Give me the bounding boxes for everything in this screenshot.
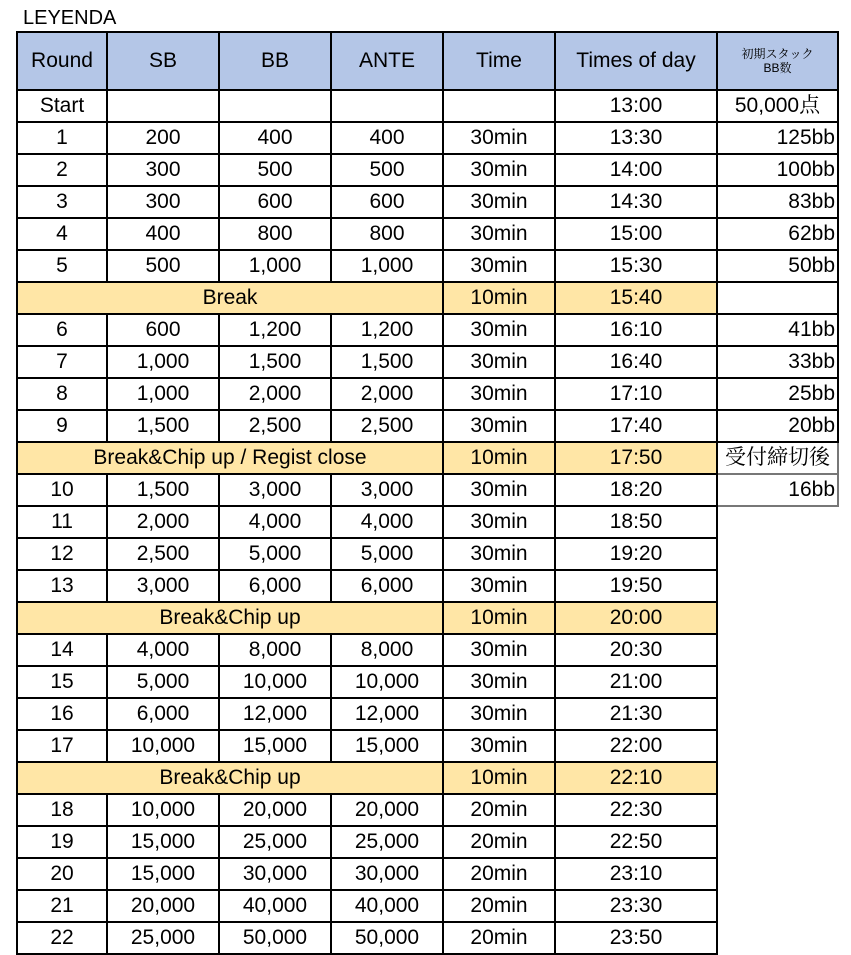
level-row <box>17 122 838 154</box>
header-initial-stack <box>717 32 838 90</box>
sb-cell: 400 <box>107 218 219 250</box>
empty-cell <box>717 666 838 698</box>
bb-cell: 50,000 <box>219 922 331 954</box>
time-of-day-cell: 21:00 <box>555 666 717 698</box>
level-row <box>17 474 838 506</box>
level-row <box>17 858 838 890</box>
sb-cell: 10,000 <box>107 730 219 762</box>
level-row <box>17 538 838 570</box>
time-of-day-cell: 14:30 <box>555 186 717 218</box>
sb-cell: 15,000 <box>107 858 219 890</box>
level-row <box>17 826 838 858</box>
bb-cell <box>219 90 331 122</box>
time-of-day-cell: 20:30 <box>555 634 717 666</box>
sb-cell: 4,000 <box>107 634 219 666</box>
time-of-day-cell: 19:20 <box>555 538 717 570</box>
ante-cell: 400 <box>331 122 443 154</box>
sb-cell: 600 <box>107 314 219 346</box>
time-cell: 30min <box>443 122 555 154</box>
bb-cell: 1,200 <box>219 314 331 346</box>
time-of-day-cell: 23:10 <box>555 858 717 890</box>
bb-cell: 10,000 <box>219 666 331 698</box>
time-of-day-cell: 22:00 <box>555 730 717 762</box>
ante-cell: 6,000 <box>331 570 443 602</box>
level-row <box>17 890 838 922</box>
break-label: Break&Chip up <box>17 602 443 634</box>
sb-cell: 15,000 <box>107 826 219 858</box>
round-cell: 2 <box>17 154 107 186</box>
time-cell: 10min <box>443 282 555 314</box>
empty-cell <box>717 538 838 570</box>
time-of-day-cell: 17:50 <box>555 442 717 474</box>
time-cell: 30min <box>443 506 555 538</box>
time-cell: 20min <box>443 858 555 890</box>
sheet-title: LEYENDA <box>23 7 117 29</box>
break-label: Break <box>17 282 443 314</box>
level-row <box>17 730 838 762</box>
time-cell: 30min <box>443 186 555 218</box>
sb-cell: 20,000 <box>107 890 219 922</box>
empty-cell <box>717 890 838 922</box>
bb-cell: 25,000 <box>219 826 331 858</box>
time-cell: 30min <box>443 314 555 346</box>
round-cell: 8 <box>17 378 107 410</box>
round-cell: 4 <box>17 218 107 250</box>
break-label: Break&Chip up / Regist close <box>17 442 443 474</box>
empty-cell <box>717 602 838 634</box>
level-row <box>17 154 838 186</box>
level-row <box>17 666 838 698</box>
time-cell: 30min <box>443 570 555 602</box>
time-cell: 10min <box>443 602 555 634</box>
header-row <box>17 32 838 90</box>
header-sb: SB <box>107 32 219 90</box>
initial-stack-cell: 83bb <box>717 186 838 218</box>
time-cell: 30min <box>443 538 555 570</box>
bb-cell: 15,000 <box>219 730 331 762</box>
time-of-day-cell: 17:40 <box>555 410 717 442</box>
ante-cell: 40,000 <box>331 890 443 922</box>
break-row <box>17 602 838 634</box>
empty-cell <box>717 634 838 666</box>
time-of-day-cell: 15:30 <box>555 250 717 282</box>
ante-cell: 10,000 <box>331 666 443 698</box>
ante-cell: 2,000 <box>331 378 443 410</box>
round-cell: 13 <box>17 570 107 602</box>
header-times-of-day: Times of day <box>555 32 717 90</box>
bb-cell: 600 <box>219 186 331 218</box>
bb-cell: 1,500 <box>219 346 331 378</box>
round-cell: 20 <box>17 858 107 890</box>
empty-cell <box>717 922 838 954</box>
empty-cell <box>717 698 838 730</box>
time-of-day-cell: 20:00 <box>555 602 717 634</box>
ante-cell: 25,000 <box>331 826 443 858</box>
sb-cell: 3,000 <box>107 570 219 602</box>
bb-cell: 800 <box>219 218 331 250</box>
time-cell: 30min <box>443 154 555 186</box>
time-cell: 20min <box>443 826 555 858</box>
bb-cell: 20,000 <box>219 794 331 826</box>
time-of-day-cell: 21:30 <box>555 698 717 730</box>
round-cell: 15 <box>17 666 107 698</box>
time-cell <box>443 90 555 122</box>
break-row <box>17 762 838 794</box>
level-row <box>17 634 838 666</box>
sb-cell: 25,000 <box>107 922 219 954</box>
ante-cell: 3,000 <box>331 474 443 506</box>
level-row <box>17 346 838 378</box>
time-cell: 30min <box>443 666 555 698</box>
time-cell: 30min <box>443 378 555 410</box>
bb-cell: 6,000 <box>219 570 331 602</box>
ante-cell: 4,000 <box>331 506 443 538</box>
sb-cell: 2,000 <box>107 506 219 538</box>
sb-cell: 300 <box>107 154 219 186</box>
bb-cell: 1,000 <box>219 250 331 282</box>
ante-cell: 8,000 <box>331 634 443 666</box>
ante-cell: 2,500 <box>331 410 443 442</box>
level-row <box>17 186 838 218</box>
initial-stack-cell: 50,000点 <box>717 90 838 122</box>
header-round: Round <box>17 32 107 90</box>
round-cell: 16 <box>17 698 107 730</box>
time-cell: 30min <box>443 218 555 250</box>
ante-cell: 800 <box>331 218 443 250</box>
sb-cell: 1,500 <box>107 474 219 506</box>
round-cell: 5 <box>17 250 107 282</box>
time-cell: 30min <box>443 698 555 730</box>
empty-cell <box>717 826 838 858</box>
round-cell: Start <box>17 90 107 122</box>
sb-cell: 1,500 <box>107 410 219 442</box>
break-row <box>17 282 838 314</box>
time-cell: 30min <box>443 346 555 378</box>
sb-cell: 1,000 <box>107 378 219 410</box>
level-row <box>17 314 838 346</box>
round-cell: 7 <box>17 346 107 378</box>
ante-cell: 20,000 <box>331 794 443 826</box>
bb-cell: 30,000 <box>219 858 331 890</box>
empty-cell <box>717 762 838 794</box>
ante-cell: 1,000 <box>331 250 443 282</box>
sb-cell <box>107 90 219 122</box>
header-initial-stack-line2: BB数 <box>763 61 792 75</box>
time-of-day-cell: 22:30 <box>555 794 717 826</box>
time-of-day-cell: 14:00 <box>555 154 717 186</box>
time-of-day-cell: 23:50 <box>555 922 717 954</box>
bb-cell: 2,000 <box>219 378 331 410</box>
bb-cell: 2,500 <box>219 410 331 442</box>
time-of-day-cell: 15:40 <box>555 282 717 314</box>
initial-stack-cell: 25bb <box>717 378 838 410</box>
blind-structure-table <box>16 31 839 955</box>
time-cell: 20min <box>443 794 555 826</box>
round-cell: 18 <box>17 794 107 826</box>
round-cell: 9 <box>17 410 107 442</box>
bb-cell: 5,000 <box>219 538 331 570</box>
ante-cell: 1,500 <box>331 346 443 378</box>
ante-cell: 500 <box>331 154 443 186</box>
level-row <box>17 570 838 602</box>
round-cell: 6 <box>17 314 107 346</box>
round-cell: 1 <box>17 122 107 154</box>
bb-cell: 40,000 <box>219 890 331 922</box>
ante-cell: 50,000 <box>331 922 443 954</box>
time-of-day-cell: 15:00 <box>555 218 717 250</box>
initial-stack-cell: 50bb <box>717 250 838 282</box>
ante-cell: 600 <box>331 186 443 218</box>
level-row <box>17 922 838 954</box>
bb-cell: 8,000 <box>219 634 331 666</box>
level-row <box>17 378 838 410</box>
initial-stack-cell: 100bb <box>717 154 838 186</box>
empty-cell <box>717 858 838 890</box>
level-row <box>17 90 838 122</box>
time-cell: 10min <box>443 442 555 474</box>
empty-cell <box>717 794 838 826</box>
level-row <box>17 506 838 538</box>
time-of-day-cell: 17:10 <box>555 378 717 410</box>
sb-cell: 200 <box>107 122 219 154</box>
break-label: Break&Chip up <box>17 762 443 794</box>
time-cell: 20min <box>443 890 555 922</box>
ante-cell: 30,000 <box>331 858 443 890</box>
bb-cell: 400 <box>219 122 331 154</box>
initial-stack-cell: 41bb <box>717 314 838 346</box>
empty-cell <box>717 506 838 538</box>
time-of-day-cell: 18:50 <box>555 506 717 538</box>
level-row <box>17 250 838 282</box>
time-of-day-cell: 16:10 <box>555 314 717 346</box>
ante-cell: 15,000 <box>331 730 443 762</box>
time-cell: 20min <box>443 922 555 954</box>
time-cell: 30min <box>443 474 555 506</box>
round-cell: 12 <box>17 538 107 570</box>
header-bb: BB <box>219 32 331 90</box>
time-of-day-cell: 13:00 <box>555 90 717 122</box>
level-row <box>17 218 838 250</box>
level-row <box>17 410 838 442</box>
time-cell: 30min <box>443 410 555 442</box>
time-of-day-cell: 22:10 <box>555 762 717 794</box>
initial-stack-cell: 125bb <box>717 122 838 154</box>
bb-cell: 4,000 <box>219 506 331 538</box>
time-of-day-cell: 16:40 <box>555 346 717 378</box>
round-cell: 14 <box>17 634 107 666</box>
sb-cell: 6,000 <box>107 698 219 730</box>
initial-stack-cell: 33bb <box>717 346 838 378</box>
round-cell: 17 <box>17 730 107 762</box>
header-initial-stack-line1: 初期スタック <box>741 47 814 61</box>
empty-cell <box>717 570 838 602</box>
initial-stack-cell: 16bb <box>717 474 838 506</box>
round-cell: 11 <box>17 506 107 538</box>
time-of-day-cell: 22:50 <box>555 826 717 858</box>
empty-cell <box>717 730 838 762</box>
round-cell: 10 <box>17 474 107 506</box>
ante-cell <box>331 90 443 122</box>
bb-cell: 500 <box>219 154 331 186</box>
time-of-day-cell: 19:50 <box>555 570 717 602</box>
header-ante: ANTE <box>331 32 443 90</box>
sb-cell: 1,000 <box>107 346 219 378</box>
level-row <box>17 794 838 826</box>
sb-cell: 500 <box>107 250 219 282</box>
bb-cell: 3,000 <box>219 474 331 506</box>
time-of-day-cell: 18:20 <box>555 474 717 506</box>
break-row <box>17 442 838 474</box>
round-cell: 21 <box>17 890 107 922</box>
round-cell: 3 <box>17 186 107 218</box>
sb-cell: 2,500 <box>107 538 219 570</box>
header-time: Time <box>443 32 555 90</box>
round-cell: 19 <box>17 826 107 858</box>
time-cell: 10min <box>443 762 555 794</box>
ante-cell: 1,200 <box>331 314 443 346</box>
initial-stack-cell <box>717 282 838 314</box>
bb-cell: 12,000 <box>219 698 331 730</box>
sb-cell: 5,000 <box>107 666 219 698</box>
time-of-day-cell: 13:30 <box>555 122 717 154</box>
initial-stack-cell: 受付締切後 <box>717 442 838 474</box>
level-row <box>17 698 838 730</box>
table-body <box>17 90 838 954</box>
time-cell: 30min <box>443 634 555 666</box>
initial-stack-cell: 62bb <box>717 218 838 250</box>
time-cell: 30min <box>443 730 555 762</box>
time-cell: 30min <box>443 250 555 282</box>
time-of-day-cell: 23:30 <box>555 890 717 922</box>
ante-cell: 12,000 <box>331 698 443 730</box>
ante-cell: 5,000 <box>331 538 443 570</box>
sb-cell: 300 <box>107 186 219 218</box>
round-cell: 22 <box>17 922 107 954</box>
sb-cell: 10,000 <box>107 794 219 826</box>
initial-stack-cell: 20bb <box>717 410 838 442</box>
